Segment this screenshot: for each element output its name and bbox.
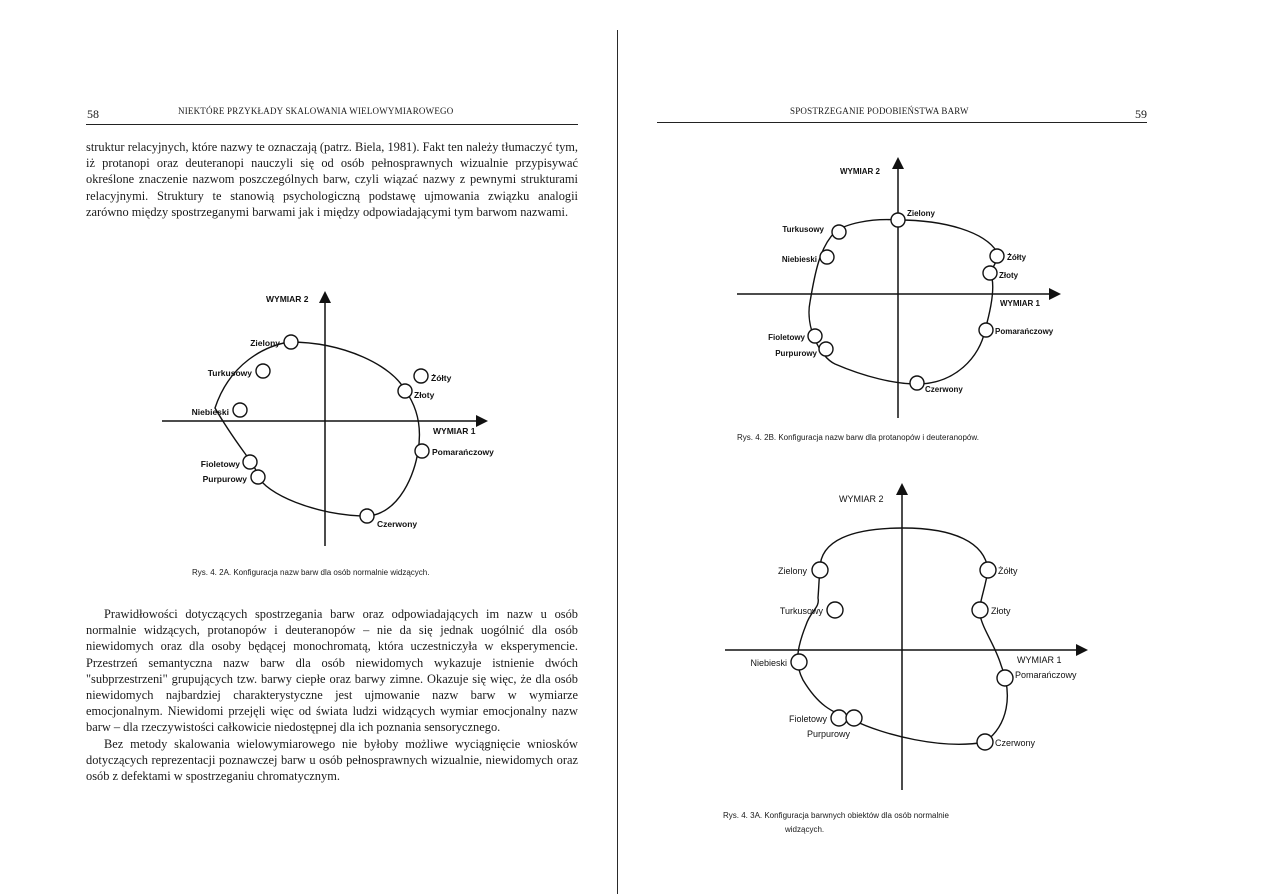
marker-pomaranczowy <box>415 444 429 458</box>
marker-purpurowy <box>251 470 265 484</box>
figure-3a-caption-line-2: widzących. <box>785 825 825 834</box>
figure-2a <box>160 288 505 553</box>
figure-2b <box>735 152 1080 422</box>
label-niebieski: Niebieski <box>781 255 817 264</box>
label-purpurowy: Purpurowy <box>202 474 247 484</box>
left-running-head: NIEKTÓRE PRZYKŁADY SKALOWANIA WIELOWYMIAROWEGO <box>178 106 454 116</box>
label-zielony: Zielony <box>907 209 936 218</box>
marker-czerwony <box>360 509 374 523</box>
label-zielony: Zielony <box>777 566 807 576</box>
marker-fioletowy <box>243 455 257 469</box>
label-niebieski: Niebieski <box>191 407 229 417</box>
y-axis-label: WYMIAR 2 <box>840 167 880 176</box>
label-niebieski: Niebieski <box>750 658 787 668</box>
label-purpurowy: Purpurowy <box>775 349 817 358</box>
marker-czerwony <box>910 376 924 390</box>
marker-purpurowy <box>846 710 862 726</box>
marker-zolty <box>414 369 428 383</box>
label-turkusowy: Turkusowy <box>207 368 252 378</box>
marker-czerwony <box>977 734 993 750</box>
x-axis-label: WYMIAR 1 <box>1017 655 1062 665</box>
left-paragraphs-bottom <box>86 606 578 784</box>
left-paragraph-1 <box>86 139 578 220</box>
label-zloty: Złoty <box>999 271 1019 280</box>
y-axis-label: WYMIAR 2 <box>266 294 309 304</box>
marker-pomaranczowy <box>997 670 1013 686</box>
figure-2a-caption: Rys. 4. 2A. Konfiguracja nazw barw dla osób normalnie widzących. <box>192 568 430 577</box>
fig2b-axes <box>737 160 1058 418</box>
marker-turkusowy <box>256 364 270 378</box>
label-zolty: Żółty <box>1007 253 1027 262</box>
right-page-number: 59 <box>1135 107 1147 121</box>
label-pomaranczowy: Pomarańczowy <box>995 327 1054 336</box>
label-pomaranczowy: Pomarańczowy <box>1015 670 1077 680</box>
marker-zolty <box>990 249 1004 263</box>
label-fioletowy: Fioletowy <box>200 459 240 469</box>
label-zloty: Złoty <box>991 606 1011 616</box>
left-page-number: 58 <box>87 107 99 121</box>
figure-3a <box>723 480 1098 795</box>
marker-purpurowy <box>819 342 833 356</box>
right-header-rule <box>657 122 1147 123</box>
label-pomaranczowy: Pomarańczowy <box>432 447 494 457</box>
label-czerwony: Czerwony <box>377 519 418 529</box>
marker-niebieski <box>233 403 247 417</box>
marker-niebieski <box>791 654 807 670</box>
marker-niebieski <box>820 250 834 264</box>
marker-zloty <box>972 602 988 618</box>
label-zloty: Złoty <box>414 390 435 400</box>
marker-zielony <box>812 562 828 578</box>
page-gutter <box>617 30 618 894</box>
marker-zielony <box>284 335 298 349</box>
paragraph-text: Bez metody skalowania wielowymiarowego nie byłoby możliwe wyciągnięcie wniosków dotyczących reprezentacji poznawczej barw u osób pełnosprawnych wizualnie, niewidomych oraz osób z defektami w spostrzeganiu chromatycznym. <box>86 736 578 784</box>
paragraph-text: Prawidłowości dotyczących spostrzegania barw oraz odpowiadających im nazw u osób normalnie widzących, protanopów i deuteranopów – nie da się jednak uogólnić dla osób niewidomych oraz dla osoby będącej monochromatą, która uczestniczyła w eksperymencie. Przestrzeń semantyczna nazw barw dla osób niewidomych wykazuje istnienie dwóch "subprzestrzeni" grupujących tzw. barwy ciepłe oraz barwy zimne. Okazuje się więc, że dla osób niewidomych najbardziej charakterystyczne jest ujmowanie nazw barw w wymiarze emocjonalnym. Niewidomi przejęli więc od świata ludzi widzących wymiar emocjonalny nazw barw – dla rzeczywistości całkowicie niedostępnej dla ich poznania sensorycznego. <box>86 607 578 735</box>
label-fioletowy: Fioletowy <box>768 333 805 342</box>
marker-turkusowy <box>827 602 843 618</box>
paragraph-text: struktur relacyjnych, które nazwy te oznaczają (patrz. Biela, 1981). Fakt ten należy tłumaczyć tym, iż protanopi oraz deuteranopi nauczyli się od osób pełnosprawnych wizualnie przypisywać określone znaczenie nazwom poszczególnych barw, czyli wiązać nazwy z pewnymi strukturami relacyjnymi. Struktury te stanowią psychologiczną podstawę ujmowania związku analogii zarówno między spostrzeganymi barwami jak i między odpowiadającymi tym barwom nazwami. <box>86 140 578 219</box>
x-axis-label: WYMIAR 1 <box>433 426 476 436</box>
label-zolty: Żółty <box>431 373 452 383</box>
label-purpurowy: Purpurowy <box>807 729 851 739</box>
marker-fioletowy <box>831 710 847 726</box>
marker-zloty <box>398 384 412 398</box>
y-axis-label: WYMIAR 2 <box>839 494 884 504</box>
marker-pomaranczowy <box>979 323 993 337</box>
fig2a-axes <box>162 294 485 546</box>
label-turkusowy: Turkusowy <box>779 606 823 616</box>
figure-2b-caption: Rys. 4. 2B. Konfiguracja nazw barw dla protanopów i deuteranopów. <box>737 433 979 442</box>
marker-zielony <box>891 213 905 227</box>
label-fioletowy: Fioletowy <box>788 714 827 724</box>
marker-zolty <box>980 562 996 578</box>
marker-turkusowy <box>832 225 846 239</box>
marker-zloty <box>983 266 997 280</box>
label-czerwony: Czerwony <box>995 738 1036 748</box>
label-turkusowy: Turkusowy <box>782 225 824 234</box>
x-axis-label: WYMIAR 1 <box>1000 299 1040 308</box>
label-czerwony: Czerwony <box>925 385 963 394</box>
marker-fioletowy <box>808 329 822 343</box>
label-zolty: Żółty <box>998 566 1018 576</box>
figure-3a-caption-line-1: Rys. 4. 3A. Konfiguracja barwnych obiektów dla osób normalnie <box>723 811 949 820</box>
fig2b-closed-curve <box>809 220 998 384</box>
left-header-rule <box>86 124 578 125</box>
right-running-head: SPOSTRZEGANIE PODOBIEŃSTWA BARW <box>790 106 969 116</box>
label-zielony: Zielony <box>250 338 280 348</box>
